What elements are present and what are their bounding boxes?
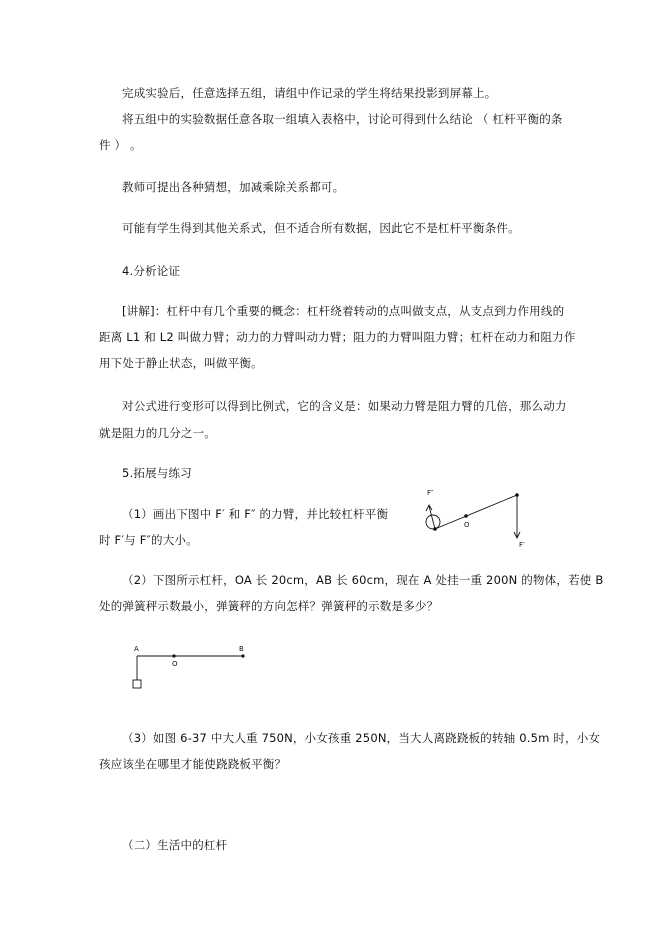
label-a: A [134,645,139,653]
heading-extension-practice: 5.拓展与练习 [122,466,192,480]
question-2-line2: 处的弹簧秤示数最小，弹簧秤的方向怎样？弹簧秤的示数是多少？ [99,599,439,613]
fulcrum-point [464,514,468,518]
label-f1: F′ [519,541,525,549]
label-f2: F″ [427,489,434,497]
paragraph-lecture-line3: 用下处于静止状态，叫做平衡。 [99,356,263,370]
lever-bar [435,495,517,529]
hanging-weight [133,680,141,688]
question-2-line1: （2）下图所示杠杆，OA 长 20cm，AB 长 60cm，现在 A 处挂一重 200N 的物体，若使 B [122,573,604,587]
lever-figure-2 [128,642,252,694]
paragraph-lecture-line2: 距离 L1 和 L2 叫做力臂；动力的力臂叫动力臂；阻力的力臂叫阻力臂；杠杆在动力和阻力作 [99,330,576,344]
paragraph-teacher-guesses: 教师可提出各种猜想，加减乘除关系都可。 [122,180,345,194]
paragraph-fill-table-line1: 将五组中的实验数据任意各取一组填入表格中，讨论可得到什么结论 （ 杠杆平衡的条 [122,112,563,126]
label-o: O [172,660,178,668]
paragraph-other-relations: 可能有学生得到其他关系式，但不适合所有数据，因此它不是杠杆平衡条件。 [122,221,520,235]
question-1-line1: （1）画出下图中 F′ 和 F″ 的力臂，并比较杠杆平衡 [122,507,389,521]
question-1-line2: 时 F′与 F″的大小。 [99,533,198,547]
heading-analysis: 4.分析论证 [122,264,181,278]
force-f2-arrowhead [426,505,432,511]
label-b: B [239,645,244,653]
paragraph-fill-table-line2: 件 ） 。 [99,138,142,152]
paragraph-proportion-line1: 对公式进行变形可以得到比例式，它的含义是：如果动力臂是阻力臂的几倍，那么动力 [122,399,567,413]
fulcrum-point [172,654,175,657]
lever-figure-1 [418,484,530,552]
question-3-line2: 孩应该坐在哪里才能使跷跷板平衡？ [99,757,287,771]
label-o: O [464,521,470,529]
point-b [241,654,244,657]
heading-levers-in-life: （二）生活中的杠杆 [122,838,228,852]
paragraph-proportion-line2: 就是阻力的几分之一。 [99,426,216,440]
question-3-line1: （3）如图 6-37 中大人重 750N，小女孩重 250N，当大人离跷跷板的转轴 0.5m 时，小女 [122,731,601,745]
paragraph-result-projection: 完成实验后，任意选择五组，请组中作记录的学生将结果投影到屏幕上。 [122,86,497,100]
paragraph-lecture-line1: [讲解]：杠杆中有几个重要的概念：杠杆绕着转动的点叫做支点，从支点到力作用线的 [122,304,565,318]
